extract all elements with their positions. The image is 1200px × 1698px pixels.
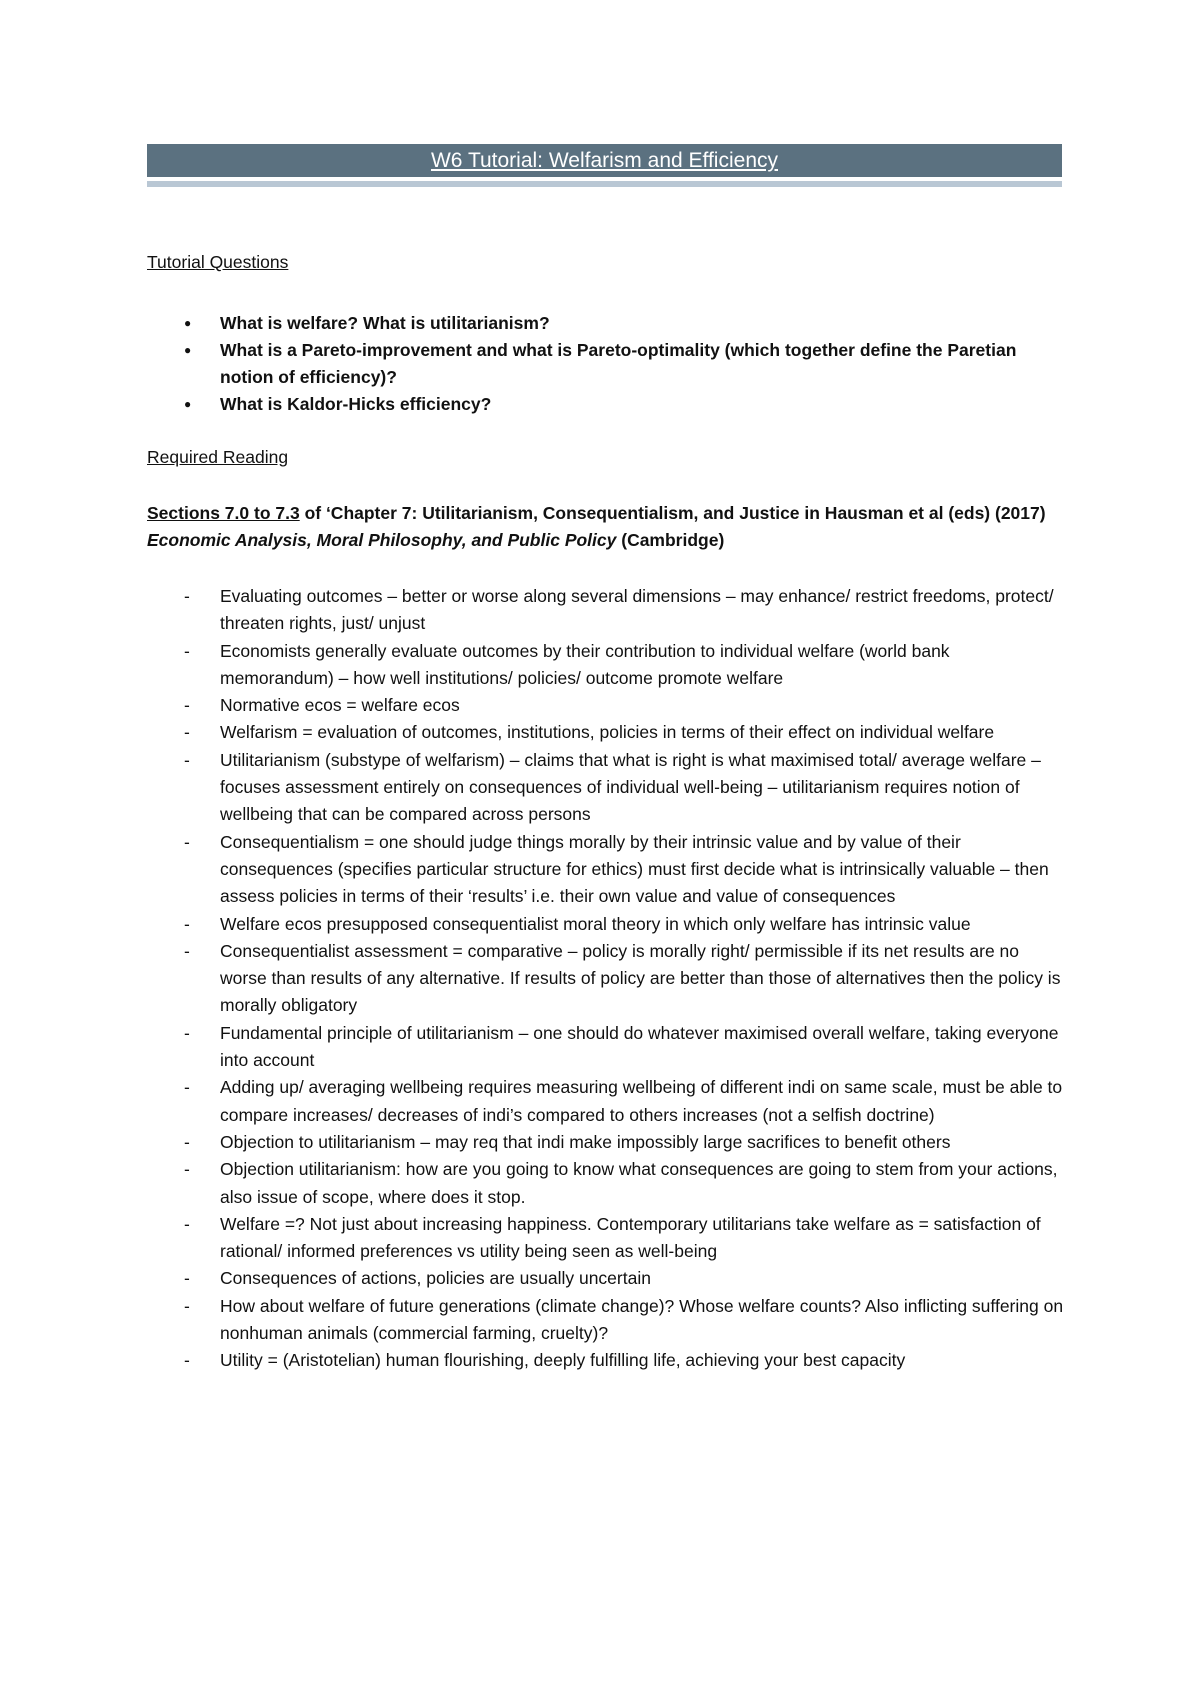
list-item [147,391,1062,418]
reading-chapter: of ‘Chapter 7: Utilitarianism, Consequentialism, and Justice in Hausman et al (eds) (2017) [299,503,1046,523]
list-item [147,692,1067,719]
reading-sections: Sections 7.0 to 7.3 [147,503,300,523]
list-item [147,310,1062,337]
bullet-icon: ● [184,343,192,357]
dash-icon: - [184,722,190,743]
note-text: Economists generally evaluate outcomes by their contribution to individual welfare (world bank memorandum) – how well institutions/ policies/ outcome promote welfare [220,640,950,688]
document-title: W6 Tutorial: Welfarism and Efficiency [147,144,1062,177]
dash-icon: - [184,1022,190,1043]
list-item [147,829,1067,911]
note-text: Consequences of actions, policies are usually uncertain [220,1268,651,1289]
dash-icon: - [184,1077,190,1098]
bullet-icon: ● [184,397,192,411]
required-reading-heading: Required Reading [147,447,289,467]
dash-icon: - [184,1159,190,1180]
dash-icon: - [184,1350,190,1371]
note-text: Consequentialism = one should judge things morally by their intrinsic value and by value of their consequences (specifies particular structure for ethics) must first decide what is intrinsically valuable – then assess policies in terms of their ‘results’ i.e. their own value and value of consequences [220,831,1049,907]
list-item [147,583,1067,638]
dash-icon: - [184,695,190,716]
list-item [147,719,1067,746]
question-text: What is Kaldor-Hicks efficiency? [220,394,492,414]
dash-icon: - [184,913,190,934]
list-item [147,747,1067,829]
note-text: Welfare =? Not just about increasing happiness. Contemporary utilitarians take welfare as = satisfaction of rational/ informed preferences vs utility being seen as well-being [220,1213,1041,1262]
tutorial-questions-heading: Tutorial Questions [147,252,289,272]
note-text: Normative ecos = welfare ecos [220,695,460,716]
question-text: What is a Pareto-improvement and what is Pareto-optimality (which together define the Paretian notion of efficiency)? [220,340,1017,387]
note-text: Objection to utilitarianism – may req that indi make impossibly large sacrifices to benefit others [220,1131,951,1152]
reading-notes-list [147,583,1067,1375]
list-item [147,1156,1067,1211]
dash-icon: - [184,586,190,606]
list-item [147,1347,1067,1374]
list-item [147,1265,1067,1292]
list-item [147,1293,1067,1348]
reading-book-title: Economic Analysis, Moral Philosophy, and Public Policy [147,530,617,550]
note-text: How about welfare of future generations (climate change)? Whose welfare counts? Also inflicting suffering on nonhuman animals (commercial farming, cruelty)? [220,1295,1064,1344]
note-text: Welfare ecos presupposed consequentialist moral theory in which only welfare has intrinsic value [220,913,971,934]
note-text: Welfarism = evaluation of outcomes, institutions, policies in terms of their effect on individual welfare [220,722,995,743]
note-text: Evaluating outcomes – better or worse along several dimensions – may enhance/ restrict freedoms, protect/ threaten rights, just/ unjust [220,586,1054,634]
reading-publisher: (Cambridge) [616,530,725,550]
note-text: Objection utilitarianism: how are you going to know what consequences are going to stem from your actions, also issue of scope, where does it stop. [220,1159,1058,1207]
list-item [147,911,1067,938]
dash-icon: - [184,1213,190,1234]
dash-icon: - [184,831,190,852]
list-item [147,638,1067,693]
list-item [147,938,1067,1020]
list-item [147,1129,1067,1156]
note-text: Utilitarianism (substype of welfarism) – claims that what is right is what maximised total/ average welfare – focuses assessment entirely on consequences of individual well-being – utilitarianism requires notion of wellbeing that can be compared across persons [220,749,1041,825]
list-item [147,1211,1067,1266]
tutorial-questions-list [147,310,1062,418]
note-text: Consequentialist assessment = comparative – policy is morally right/ permissible if its net results are no worse than results of any alternative. If results of policy are better than those of alternatives then the policy is morally obligatory [220,940,1061,1016]
question-text: What is welfare? What is utilitarianism? [220,313,550,333]
dash-icon: - [184,1295,190,1316]
list-item [147,337,1062,391]
title-rule [147,181,1062,187]
note-text: Adding up/ averaging wellbeing requires measuring wellbeing of different indi on same scale, must be able to compare increases/ decreases of indi’s compared to others increases (not a selfish doctrine) [220,1077,1063,1125]
reading-reference [147,500,1062,554]
dash-icon: - [184,940,190,961]
bullet-icon: ● [184,316,192,330]
note-text: Utility = (Aristotelian) human flourishing, deeply fulfilling life, achieving your best capacity [220,1350,906,1371]
dash-icon: - [184,640,190,661]
dash-icon: - [184,1131,190,1152]
note-text: Fundamental principle of utilitarianism – one should do whatever maximised overall welfare, taking everyone into account [220,1022,1059,1071]
dash-icon: - [184,749,190,770]
dash-icon: - [184,1268,190,1289]
list-item [147,1074,1067,1129]
list-item [147,1020,1067,1075]
